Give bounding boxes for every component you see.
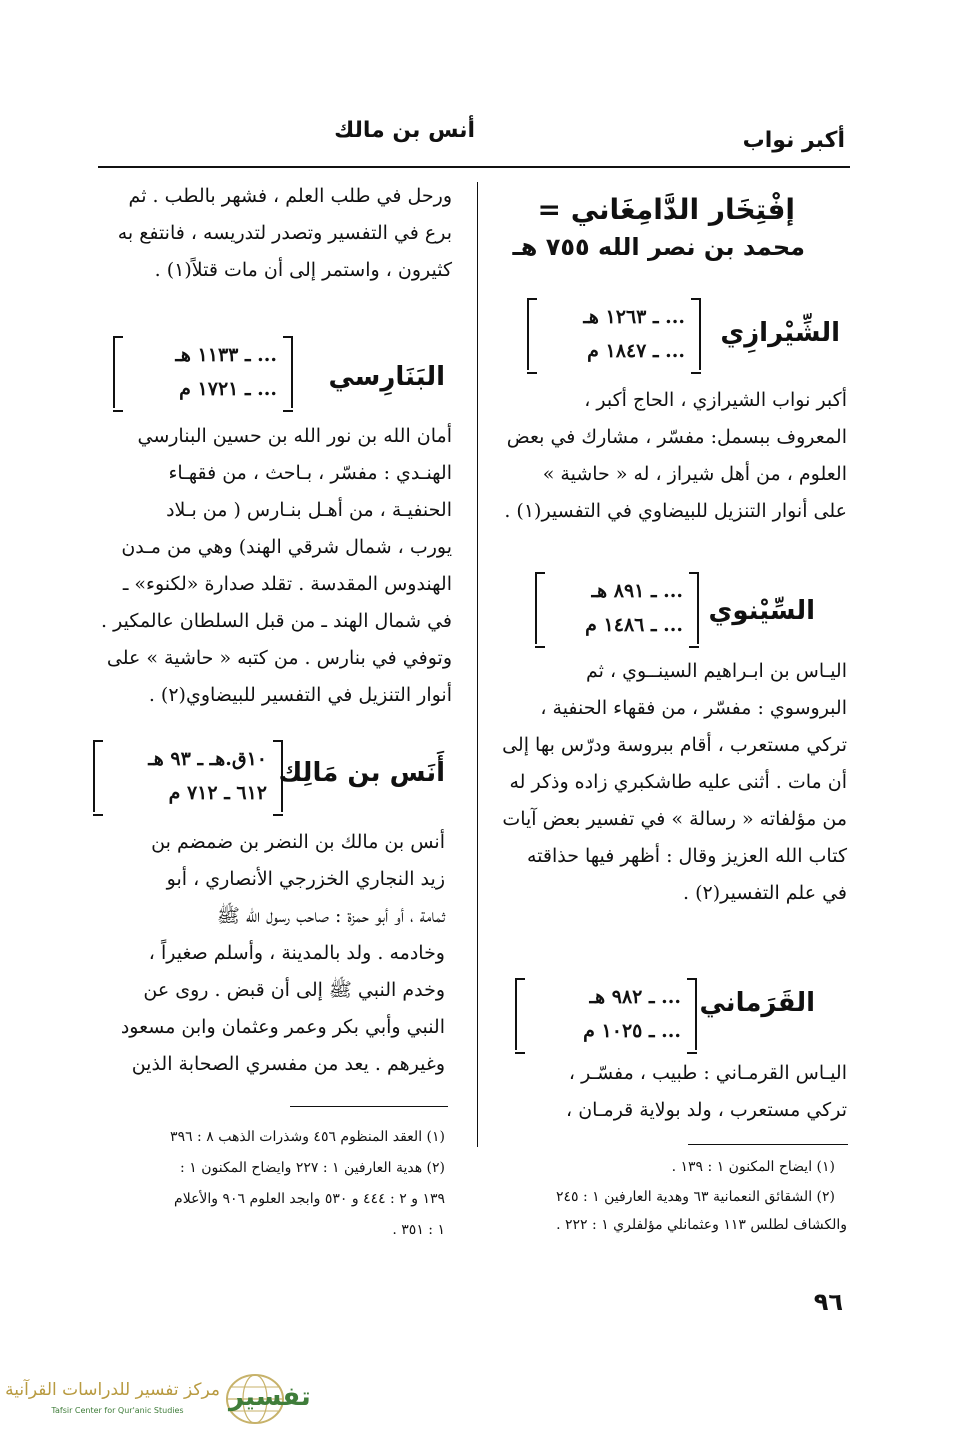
continued-text	[107, 178, 452, 289]
body-line: البروسوي : مفسّر ، من فقهاء الحنفية ،	[540, 697, 847, 719]
entry-name: القَرَماني	[699, 988, 815, 1018]
column-divider	[477, 182, 478, 1147]
entry-body	[507, 1055, 847, 1129]
body-line: الحنفيـة ، من أهـل بنـارس ( من بـلاد	[166, 499, 452, 521]
body-line: أكبر نواب الشيرازي ، الحاج أكبر ،	[584, 389, 847, 411]
header-left-title: أنس بن مالك	[334, 118, 475, 143]
body-line: ورحل في طلب العلم ، فشهر بالطب . ثم	[128, 185, 452, 207]
body-line: وخادمه . ولد بالمدينة ، وأسلم صغيراً ،	[148, 942, 445, 964]
body-line: على أنوار التنزيل للبيضاوي في التفسير(١) .	[504, 500, 847, 522]
date-gregorian: ٦١٢ ـ ٧١٢ م	[168, 782, 267, 804]
body-line: النبي وأبي بكر وعمر وعثمان وابن مسعود	[120, 1016, 445, 1038]
entry-name: أَنَس بن مَالِك	[278, 758, 445, 788]
center-logo	[5, 1372, 311, 1427]
date-gregorian: ... ـ ١٠٢٥ م	[583, 1020, 681, 1042]
body-line: الهندوس المقدسة . تقلد صدارة «لكنوء» ـ	[122, 573, 452, 595]
body-line: يورب ، شمال شرقي الهند) وهي من مـدن	[121, 536, 452, 558]
entry-name: الشِّيْرازِي	[720, 318, 840, 348]
body-line: العلوم ، من أهل شيراز ، له « حاشية »	[542, 463, 847, 485]
entry-dates	[535, 572, 699, 644]
date-hijri: ١٠ق.هـ ـ ٩٣ هـ	[148, 748, 267, 770]
body-line: اليـاس القرمـاني : طبيب ، مفسّـر ،	[568, 1062, 847, 1084]
main-entry-title: إفْتِخَار الدَّامِغَاني =	[537, 193, 795, 226]
footnote: (٢) هدية العارفين ١ : ٢٢٧ وايضاح المكنون ١ :	[180, 1160, 445, 1176]
logo-english-name: Tafsir Center for Qur'anic Studies	[51, 1406, 184, 1415]
body-line: وتوفي في بنارس . من كتبه « حاشية » على	[106, 647, 452, 669]
body-line: أمان الله بن نور الله بن حسين البنارسي	[137, 425, 452, 447]
body-line: المعروف ببسمل: مفسّر ، مشارك في بعض	[506, 426, 847, 448]
body-line: كثيرون ، واستمر إلى أن مات قتلاً(١) .	[154, 259, 452, 281]
body-line: أنس بن مالك بن النضر بن ضمضم بن	[151, 831, 445, 853]
date-hijri: ... ـ ٨٩١ هـ	[591, 580, 683, 602]
entry-body	[100, 824, 445, 1083]
footnote-rule	[290, 1106, 448, 1107]
body-line: ثمامة ، أو أبو حمزة : صاحب رسول الله ﷺ	[216, 905, 445, 927]
body-line: وغيرهم . يعد من مفسري الصحابة الذين	[131, 1053, 445, 1075]
date-hijri: ... ـ ٩٨٢ هـ	[589, 986, 681, 1008]
footnote: (٢) الشقائق النعمانية ٦٣ وهدية العارفين ١ : ٢٤٥	[555, 1189, 835, 1205]
entry-body	[502, 653, 847, 912]
footnotes	[95, 1122, 445, 1246]
date-gregorian: ... ـ ١٤٨٦ م	[585, 614, 683, 636]
logo-arabic-name: مركز تفسير للدراسات القرآنية	[5, 1380, 220, 1400]
page-number: ٩٦	[813, 1288, 843, 1316]
footnotes	[495, 1152, 847, 1238]
footnote: (١) ايضاح المكنون ١ : ١٣٩ .	[671, 1159, 835, 1175]
entry-dates	[113, 336, 293, 408]
header-rule	[98, 166, 850, 168]
header-right-title: أكبر نواب	[742, 128, 845, 153]
date-hijri: ... ـ ١٢٦٣ هـ	[583, 306, 685, 328]
body-line: من مؤلفاته « رسالة » في تفسير بعض آيات	[502, 808, 847, 830]
entry-dates	[515, 978, 697, 1050]
body-line: زيد النجاري الخزرجي الأنصاري ، أبو	[166, 868, 445, 890]
entry-body	[100, 418, 452, 714]
body-line: أن مات . أثنى عليه طاشكبري زاده وذكر له	[509, 771, 847, 793]
main-entry-subtitle: محمد بن نصر الله ٧٥٥ هـ	[512, 233, 805, 261]
body-line: في علم التفسير(٢) .	[683, 882, 847, 904]
entry-dates	[527, 298, 701, 370]
footnote-rule	[688, 1144, 848, 1145]
body-line: وخدم النبي ﷺ إلى أن قبض . روى عن	[143, 979, 445, 1001]
entry-body	[504, 382, 847, 530]
footnote: ١٣٩ و ٢ : ٤٤٤ و ٥٣٠ وابجد العلوم ٩٠٦ والأعلام	[174, 1191, 445, 1207]
body-line: اليـاس بن ابـراهيم السينــوي ، ثم	[586, 660, 847, 682]
footnote: ١ : ٣٥١ .	[392, 1222, 445, 1238]
body-line: كتاب الله العزيز وقال : أظهر فيها حذاقته	[526, 845, 847, 867]
body-line: في شمال الهند ـ من قبل السلطان عالمكير .	[101, 610, 452, 632]
date-hijri: ... ـ ١١٣٣ هـ	[175, 344, 277, 366]
entry-name: السِّيْنوي	[708, 596, 815, 626]
footnote: والكشاف لطلس ١١٣ وعثمانلي مؤلفلري ١ : ٢٢٢ .	[556, 1217, 847, 1233]
logo-word: تفسير	[229, 1382, 311, 1412]
body-line: برع في التفسير وتصدر لتدريسه ، فانتفع به	[117, 222, 452, 244]
body-line: تركي مستعرب ، أقام ببروسة ودرّس بها إلى	[502, 734, 847, 756]
date-gregorian: ... ـ ١٧٢١ م	[179, 378, 277, 400]
date-gregorian: ... ـ ١٨٤٧ م	[587, 340, 685, 362]
body-line: تركي مستعرب ، ولد بولاية قرمـان ،	[566, 1099, 847, 1121]
entry-name: البَنَارِسي	[328, 362, 445, 392]
entry-dates	[93, 740, 283, 812]
body-line: أنوار التنزيل في التفسير للبيضاوي(٢) .	[148, 684, 452, 706]
body-line: الهنـدي : مفسّر ، بـاحث ، من فقهـاء	[168, 462, 452, 484]
footnote: (١) العقد المنظوم ٤٥٦ وشذرات الذهب ٨ : ٣٩٦	[170, 1129, 445, 1145]
